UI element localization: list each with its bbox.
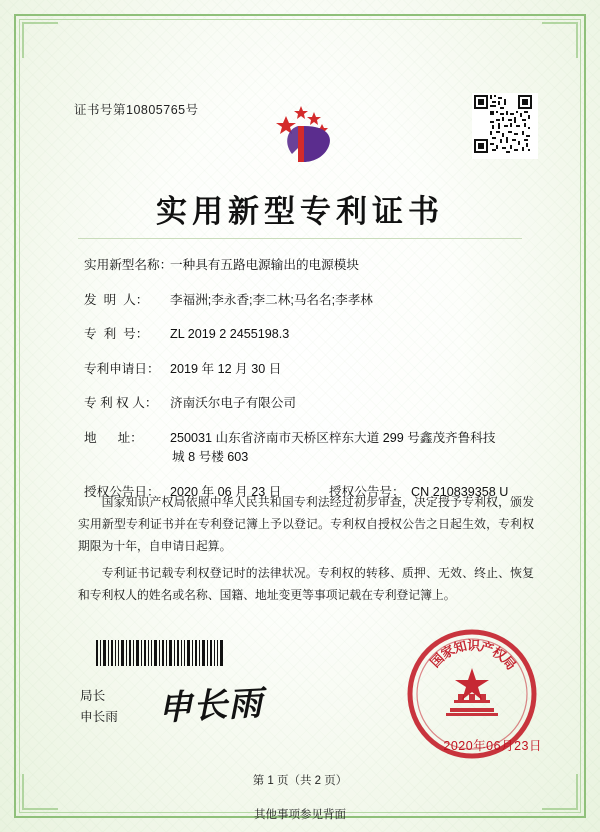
field-label: 专 利 权 人： [84,396,158,411]
director-name-label: 申长雨 [80,710,118,725]
certificate-number: 证书号第10805765号 [74,103,199,117]
qr-code-icon [472,93,538,159]
signature-label-block [80,686,118,729]
svg-text:国: 国 [427,651,448,671]
svg-text:知: 知 [452,639,469,657]
seal-date: 2020年06月23日 [443,739,542,753]
field-value: 李福洲;李永香;李二林;马名名;李孝林 [170,292,373,307]
field-row-inventors [84,291,530,311]
field-label: 发 明 人： [84,292,149,307]
field-value: 济南沃尔电子有限公司 [170,396,296,411]
field-label: 专 利 号： [84,327,149,342]
svg-text:产: 产 [478,639,496,658]
legal-paragraph-2: 专利证书记载专利权登记时的法律状况。专利权的转移、质押、无效、终止、恢复和专利权人的姓名或名称、国籍、地址变更等事项记载在专利登记簿上。 [78,566,534,603]
field-value: 一种具有五路电源输出的电源模块 [170,258,359,272]
corner-ornament-top-right [542,22,578,58]
field-label: 实用新型名称： [84,258,173,272]
barcode-icon [96,640,224,666]
field-label: 授权公告号： [329,484,405,499]
field-row-application-date [84,360,530,380]
field-label: 地 址： [84,430,143,445]
field-value: ZL 2019 2 2455198.3 [170,327,290,342]
field-row-address [84,429,530,468]
footer-note: 其他事项参见背面 [254,809,346,821]
cnipa-logo-icon [268,96,344,172]
field-label: 专利申请日： [84,361,160,376]
field-value: CN 210839358 U [411,484,509,499]
field-list [84,256,530,517]
field-row-patentee [84,394,530,414]
field-value: 2019 年 12 月 30 日 [170,361,282,376]
director-handwritten-signature: 申长雨 [157,683,265,729]
field-value: 2020 年 06 月 23 日 [170,484,282,499]
field-value-line2: 城 8 号楼 603 [172,450,249,465]
svg-text:权: 权 [488,644,509,665]
legal-paragraph-1: 国家知识产权局依照中华人民共和国专利法经过初步审查，决定授予专利权，颁发实用新型专利证书并在专利登记簿上予以登记。专利权自授权公告之日起生效，专利权期限为十年，自申请日起算。 [78,495,534,553]
field-value-wrapper [170,429,530,468]
corner-ornament-top-left [22,22,58,58]
svg-text:识: 识 [466,638,481,655]
field-row-patent-number [84,325,530,345]
legal-text-block [78,492,534,613]
field-value: 250031 山东省济南市天桥区梓东大道 299 号鑫茂齐鲁科技 [170,430,496,445]
field-label: 授权公告日： [84,484,160,499]
field-row-utility-model-name [84,256,530,276]
page-title: 实用新型专利证书 [156,194,444,230]
svg-text:家: 家 [438,643,458,663]
svg-text:局: 局 [498,653,519,674]
director-title-label: 局长 [80,689,106,703]
title-divider [78,238,522,239]
page-number: 第 1 页（共 2 页） [252,775,348,787]
